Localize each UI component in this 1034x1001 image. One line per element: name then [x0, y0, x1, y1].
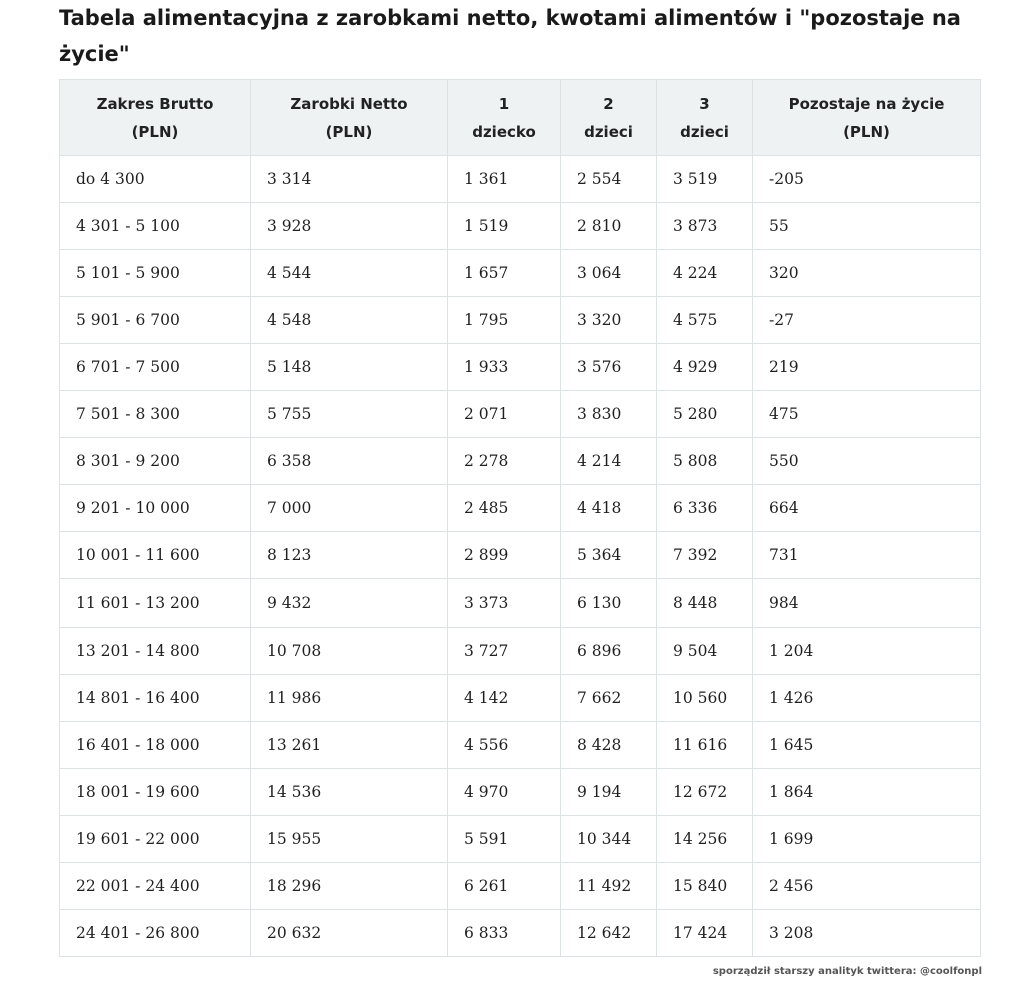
- table-row: [60, 579, 981, 628]
- cell-left-to-live: 731: [753, 532, 981, 579]
- table-row: [60, 769, 981, 816]
- cell-one-child: 2 071: [448, 391, 561, 438]
- cell-net-income: 9 432: [251, 579, 448, 628]
- cell-one-child: 3 373: [448, 579, 561, 628]
- cell-two-children: 3 576: [561, 344, 657, 391]
- cell-left-to-live: 475: [753, 391, 981, 438]
- cell-gross-range: 5 901 - 6 700: [60, 297, 251, 344]
- cell-one-child: 5 591: [448, 816, 561, 863]
- cell-net-income: 7 000: [251, 485, 448, 532]
- cell-two-children: 4 418: [561, 485, 657, 532]
- cell-net-income: 13 261: [251, 722, 448, 769]
- page-title: Tabela alimentacyjna z zarobkami netto, kwotami alimentów i "pozostaje na życie": [59, 6, 961, 66]
- cell-two-children: 4 214: [561, 438, 657, 485]
- cell-three-children: 9 504: [657, 628, 753, 675]
- cell-left-to-live: -27: [753, 297, 981, 344]
- table-body: [60, 156, 981, 957]
- cell-net-income: 10 708: [251, 628, 448, 675]
- cell-two-children: 2 554: [561, 156, 657, 203]
- cell-left-to-live: 1 699: [753, 816, 981, 863]
- cell-two-children: 9 194: [561, 769, 657, 816]
- table-row: [60, 532, 981, 579]
- cell-three-children: 6 336: [657, 485, 753, 532]
- cell-two-children: 8 428: [561, 722, 657, 769]
- cell-two-children: 6 130: [561, 579, 657, 628]
- cell-two-children: 11 492: [561, 863, 657, 910]
- cell-three-children: 5 280: [657, 391, 753, 438]
- cell-three-children: 11 616: [657, 722, 753, 769]
- cell-gross-range: 4 301 - 5 100: [60, 203, 251, 250]
- cell-three-children: 5 808: [657, 438, 753, 485]
- cell-net-income: 3 928: [251, 203, 448, 250]
- table-row: [60, 910, 981, 957]
- cell-net-income: 15 955: [251, 816, 448, 863]
- cell-gross-range: 8 301 - 9 200: [60, 438, 251, 485]
- cell-three-children: 4 575: [657, 297, 753, 344]
- cell-net-income: 11 986: [251, 675, 448, 722]
- cell-gross-range: 24 401 - 26 800: [60, 910, 251, 957]
- author-credit: sporządził starszy analityk twittera: @coolfonpl: [712, 966, 982, 977]
- cell-net-income: 4 544: [251, 250, 448, 297]
- cell-net-income: 20 632: [251, 910, 448, 957]
- cell-gross-range: 18 001 - 19 600: [60, 769, 251, 816]
- cell-two-children: 12 642: [561, 910, 657, 957]
- table-row: [60, 391, 981, 438]
- cell-left-to-live: 1 645: [753, 722, 981, 769]
- cell-three-children: 8 448: [657, 579, 753, 628]
- cell-gross-range: 13 201 - 14 800: [60, 628, 251, 675]
- cell-one-child: 2 899: [448, 532, 561, 579]
- cell-one-child: 1 361: [448, 156, 561, 203]
- cell-left-to-live: 219: [753, 344, 981, 391]
- cell-net-income: 14 536: [251, 769, 448, 816]
- cell-three-children: 14 256: [657, 816, 753, 863]
- header-one-child: 1 dziecko: [448, 80, 561, 156]
- cell-one-child: 6 261: [448, 863, 561, 910]
- cell-left-to-live: 3 208: [753, 910, 981, 957]
- cell-gross-range: 5 101 - 5 900: [60, 250, 251, 297]
- header-three-children: 3 dzieci: [657, 80, 753, 156]
- cell-three-children: 7 392: [657, 532, 753, 579]
- cell-left-to-live: 55: [753, 203, 981, 250]
- table-row: [60, 156, 981, 203]
- cell-one-child: 1 519: [448, 203, 561, 250]
- table-row: [60, 203, 981, 250]
- table-row: [60, 628, 981, 675]
- cell-gross-range: 6 701 - 7 500: [60, 344, 251, 391]
- cell-one-child: 3 727: [448, 628, 561, 675]
- cell-left-to-live: -205: [753, 156, 981, 203]
- cell-two-children: 5 364: [561, 532, 657, 579]
- table-row: [60, 438, 981, 485]
- table-header-row: [60, 80, 981, 156]
- cell-left-to-live: 1 204: [753, 628, 981, 675]
- cell-left-to-live: 2 456: [753, 863, 981, 910]
- table-row: [60, 250, 981, 297]
- cell-gross-range: 10 001 - 11 600: [60, 532, 251, 579]
- cell-two-children: 10 344: [561, 816, 657, 863]
- cell-three-children: 12 672: [657, 769, 753, 816]
- cell-three-children: 4 929: [657, 344, 753, 391]
- cell-net-income: 6 358: [251, 438, 448, 485]
- cell-one-child: 2 278: [448, 438, 561, 485]
- cell-three-children: 15 840: [657, 863, 753, 910]
- cell-two-children: 3 064: [561, 250, 657, 297]
- table-row: [60, 863, 981, 910]
- cell-left-to-live: 664: [753, 485, 981, 532]
- header-net-income: Zarobki Netto (PLN): [251, 80, 448, 156]
- cell-left-to-live: 984: [753, 579, 981, 628]
- cell-two-children: 6 896: [561, 628, 657, 675]
- cell-left-to-live: 1 426: [753, 675, 981, 722]
- header-gross-range: Zakres Brutto (PLN): [60, 80, 251, 156]
- cell-gross-range: 14 801 - 16 400: [60, 675, 251, 722]
- cell-one-child: 1 933: [448, 344, 561, 391]
- cell-two-children: 2 810: [561, 203, 657, 250]
- table-row: [60, 675, 981, 722]
- cell-one-child: 4 970: [448, 769, 561, 816]
- cell-net-income: 8 123: [251, 532, 448, 579]
- cell-one-child: 4 556: [448, 722, 561, 769]
- alimony-table: [59, 79, 981, 957]
- cell-three-children: 4 224: [657, 250, 753, 297]
- table-row: [60, 485, 981, 532]
- cell-left-to-live: 1 864: [753, 769, 981, 816]
- table-row: [60, 722, 981, 769]
- cell-two-children: 7 662: [561, 675, 657, 722]
- cell-two-children: 3 830: [561, 391, 657, 438]
- table-row: [60, 344, 981, 391]
- cell-net-income: 5 148: [251, 344, 448, 391]
- cell-three-children: 17 424: [657, 910, 753, 957]
- cell-two-children: 3 320: [561, 297, 657, 344]
- cell-one-child: 1 795: [448, 297, 561, 344]
- cell-left-to-live: 320: [753, 250, 981, 297]
- cell-one-child: 2 485: [448, 485, 561, 532]
- table-row: [60, 816, 981, 863]
- cell-net-income: 3 314: [251, 156, 448, 203]
- cell-left-to-live: 550: [753, 438, 981, 485]
- cell-three-children: 10 560: [657, 675, 753, 722]
- cell-gross-range: 22 001 - 24 400: [60, 863, 251, 910]
- cell-three-children: 3 873: [657, 203, 753, 250]
- table-row: [60, 297, 981, 344]
- cell-gross-range: 11 601 - 13 200: [60, 579, 251, 628]
- cell-net-income: 4 548: [251, 297, 448, 344]
- header-left-to-live: Pozostaje na życie (PLN): [753, 80, 981, 156]
- cell-one-child: 1 657: [448, 250, 561, 297]
- cell-gross-range: 16 401 - 18 000: [60, 722, 251, 769]
- cell-one-child: 4 142: [448, 675, 561, 722]
- cell-gross-range: 19 601 - 22 000: [60, 816, 251, 863]
- cell-three-children: 3 519: [657, 156, 753, 203]
- header-two-children: 2 dzieci: [561, 80, 657, 156]
- cell-gross-range: 7 501 - 8 300: [60, 391, 251, 438]
- cell-gross-range: do 4 300: [60, 156, 251, 203]
- cell-net-income: 5 755: [251, 391, 448, 438]
- cell-one-child: 6 833: [448, 910, 561, 957]
- cell-gross-range: 9 201 - 10 000: [60, 485, 251, 532]
- cell-net-income: 18 296: [251, 863, 448, 910]
